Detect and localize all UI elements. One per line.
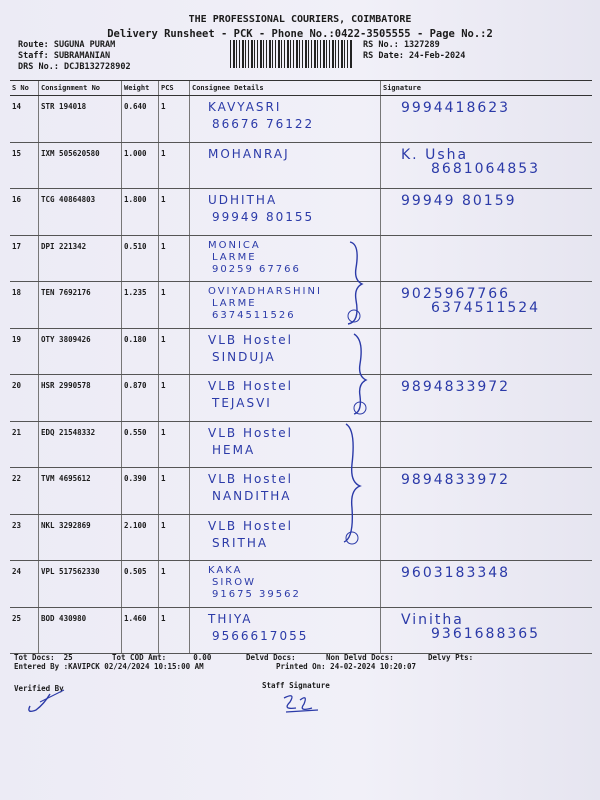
row-consignee-details (190, 607, 381, 654)
handwritten-consignee-line: SRITHA (212, 535, 269, 550)
table-header-row (10, 81, 592, 96)
row-sno: 19 (10, 328, 39, 375)
table-row (10, 96, 592, 143)
rs-date: RS Date: 24-Feb-2024 (363, 51, 466, 61)
handwritten-consignee-line: 86676 76122 (212, 117, 315, 131)
col-sno: S No (10, 81, 39, 96)
handwritten-consignee-line: MONICA (208, 239, 261, 251)
table-row (10, 514, 592, 561)
company-title: THE PROFESSIONAL COURIERS, COIMBATORE (188, 14, 412, 25)
handwritten-signature-text: 99949 80159 (401, 193, 517, 209)
row-consignment-no: TEN 7692176 (39, 282, 122, 329)
verified-by-label: Verified By (14, 684, 64, 693)
table-row (10, 282, 592, 329)
delivery-points: Delvy Pts: (428, 653, 474, 662)
row-pcs: 1 (159, 328, 190, 375)
handwritten-signature-text: Vinitha (401, 611, 464, 628)
handwritten-consignee-line: VLB Hostel (208, 518, 293, 533)
handwritten-signature-text: 8681064853 (431, 160, 541, 177)
row-consignment-no: TVM 4695612 (39, 468, 122, 515)
handwritten-consignee-line: SIROW (212, 577, 257, 588)
table-row (10, 421, 592, 468)
entered-by: Entered By :KAVIPCK 02/24/2024 10:15:00 AM (14, 662, 204, 671)
row-sno: 21 (10, 421, 39, 468)
row-sno: 23 (10, 514, 39, 561)
consignment-table (10, 80, 592, 654)
row-signature (381, 96, 593, 143)
row-consignee-details (190, 561, 381, 608)
row-pcs: 1 (159, 514, 190, 561)
row-pcs: 1 (159, 421, 190, 468)
printed-on: Printed On: 24-02-2024 10:20:07 (276, 662, 416, 671)
handwritten-consignee-line: NANDITHA (212, 489, 292, 503)
group-brace-1 (340, 238, 370, 328)
row-pcs: 1 (159, 96, 190, 143)
handwritten-consignee-line: VLB Hostel (208, 425, 293, 440)
row-signature (381, 282, 593, 329)
handwritten-consignee-line: VLB Hostel (208, 472, 293, 486)
verified-signature (20, 688, 90, 716)
row-sno: 16 (10, 189, 39, 236)
handwritten-consignee-line: MOHANRAJ (208, 146, 290, 161)
row-signature (381, 561, 593, 608)
table-row (10, 607, 592, 654)
row-pcs: 1 (159, 607, 190, 654)
row-consignment-no: BOD 430980 (39, 607, 122, 654)
row-consignment-no: VPL 517562330 (39, 561, 122, 608)
row-signature (381, 607, 593, 654)
table-row (10, 189, 592, 236)
route-label: Route: SUGUNA PURAM (18, 40, 116, 50)
row-weight: 1.000 (122, 142, 159, 189)
row-sno: 24 (10, 561, 39, 608)
row-sno: 17 (10, 235, 39, 282)
row-weight: 1.235 (122, 282, 159, 329)
handwritten-consignee-line: LARME (212, 298, 257, 309)
col-pcs: PCS (159, 81, 190, 96)
group-brace-2 (348, 330, 378, 420)
handwritten-consignee-line: 6374511526 (212, 310, 296, 321)
row-weight: 0.180 (122, 328, 159, 375)
handwritten-consignee-line: VLB Hostel (208, 332, 293, 347)
row-weight: 1.800 (122, 189, 159, 236)
row-signature (381, 142, 593, 189)
row-weight: 0.870 (122, 375, 159, 422)
handwritten-consignee-line: HEMA (212, 442, 256, 457)
total-docs: Tot Docs: 25 (14, 653, 73, 662)
drs-number: DRS No.: DCJB132728902 (18, 62, 131, 72)
handwritten-signature-text: 6374511524 (431, 300, 541, 316)
runsheet-subtitle: Delivery Runsheet - PCK - Phone No.:0422-3505555 - Page No.:2 (107, 28, 493, 40)
row-weight: 0.510 (122, 235, 159, 282)
row-sno: 18 (10, 282, 39, 329)
row-weight: 1.460 (122, 607, 159, 654)
row-weight: 0.390 (122, 468, 159, 515)
row-consignment-no: OTY 3809426 (39, 328, 122, 375)
row-weight: 0.505 (122, 561, 159, 608)
barcode (230, 40, 352, 68)
row-weight: 2.100 (122, 514, 159, 561)
row-weight: 0.640 (122, 96, 159, 143)
row-consignee-details (190, 142, 381, 189)
handwritten-consignee-line: OVIYADHARSHINI (208, 286, 322, 297)
row-signature (381, 235, 593, 282)
handwritten-signature-text: K. Usha (401, 146, 469, 163)
staff-signature-label: Staff Signature (262, 681, 330, 690)
handwritten-consignee-line: 90259 67766 (212, 263, 301, 275)
row-pcs: 1 (159, 142, 190, 189)
row-sno: 22 (10, 468, 39, 515)
handwritten-consignee-line: LARME (212, 251, 257, 263)
non-delivered-docs: Non Delvd Docs: (326, 653, 394, 662)
handwritten-consignee-line: THIYA (208, 611, 253, 626)
row-pcs: 1 (159, 235, 190, 282)
handwritten-consignee-line: 99949 80155 (212, 210, 315, 224)
handwritten-signature-text: 9603183348 (401, 565, 511, 581)
handwritten-consignee-line: KAKA (208, 565, 243, 576)
group-brace-3 (338, 420, 370, 550)
table-row (10, 375, 592, 422)
row-consignment-no: NKL 3292869 (39, 514, 122, 561)
row-pcs: 1 (159, 375, 190, 422)
row-weight: 0.550 (122, 421, 159, 468)
table-row (10, 468, 592, 515)
row-consignment-no: TCG 40864803 (39, 189, 122, 236)
staff-label: Staff: SUBRAMANIAN (18, 51, 111, 61)
handwritten-consignee-line: SINDUJA (212, 349, 276, 364)
row-signature (381, 468, 593, 515)
table-row (10, 235, 592, 282)
handwritten-signature-text: 9894833972 (401, 472, 511, 488)
row-sno: 14 (10, 96, 39, 143)
row-sno: 20 (10, 375, 39, 422)
row-signature (381, 421, 593, 468)
handwritten-consignee-line: 9566617055 (212, 628, 309, 643)
row-consignment-no: DPI 221342 (39, 235, 122, 282)
delivered-docs: Delvd Docs: (246, 653, 296, 662)
row-consignee-details (190, 96, 381, 143)
handwritten-consignee-line: VLB Hostel (208, 379, 293, 393)
handwritten-consignee-line: KAVYASRI (208, 100, 282, 114)
table-row (10, 561, 592, 608)
row-signature (381, 514, 593, 561)
col-signature: Signature (381, 81, 593, 96)
col-weight: Weight (122, 81, 159, 96)
row-sno: 15 (10, 142, 39, 189)
row-signature (381, 328, 593, 375)
row-consignment-no: EDQ 21548332 (39, 421, 122, 468)
table-row (10, 142, 592, 189)
row-pcs: 1 (159, 561, 190, 608)
handwritten-signature-text: 9361688365 (431, 625, 541, 642)
row-signature (381, 375, 593, 422)
row-pcs: 1 (159, 189, 190, 236)
handwritten-consignee-line: 91675 39562 (212, 589, 301, 600)
handwritten-consignee-line: UDHITHA (208, 193, 278, 207)
col-consignee: Consignee Details (190, 81, 381, 96)
handwritten-signature-text: 9894833972 (401, 379, 511, 395)
row-signature (381, 189, 593, 236)
row-pcs: 1 (159, 282, 190, 329)
row-consignment-no: HSR 2990578 (39, 375, 122, 422)
col-consignment: Consignment No (39, 81, 122, 96)
rs-number: RS No.: 1327289 (363, 40, 440, 50)
handwritten-signature-text: 9025967766 (401, 286, 511, 302)
row-sno: 25 (10, 607, 39, 654)
row-pcs: 1 (159, 468, 190, 515)
row-consignment-no: IXM 505620580 (39, 142, 122, 189)
total-cod: Tot COD Amt: 0.00 (112, 653, 212, 662)
row-consignee-details (190, 189, 381, 236)
handwritten-consignee-line: TEJASVI (212, 396, 272, 410)
table-row (10, 328, 592, 375)
staff-signature-mark (278, 690, 328, 716)
row-consignment-no: STR 194018 (39, 96, 122, 143)
handwritten-signature-text: 9994418623 (401, 100, 511, 116)
